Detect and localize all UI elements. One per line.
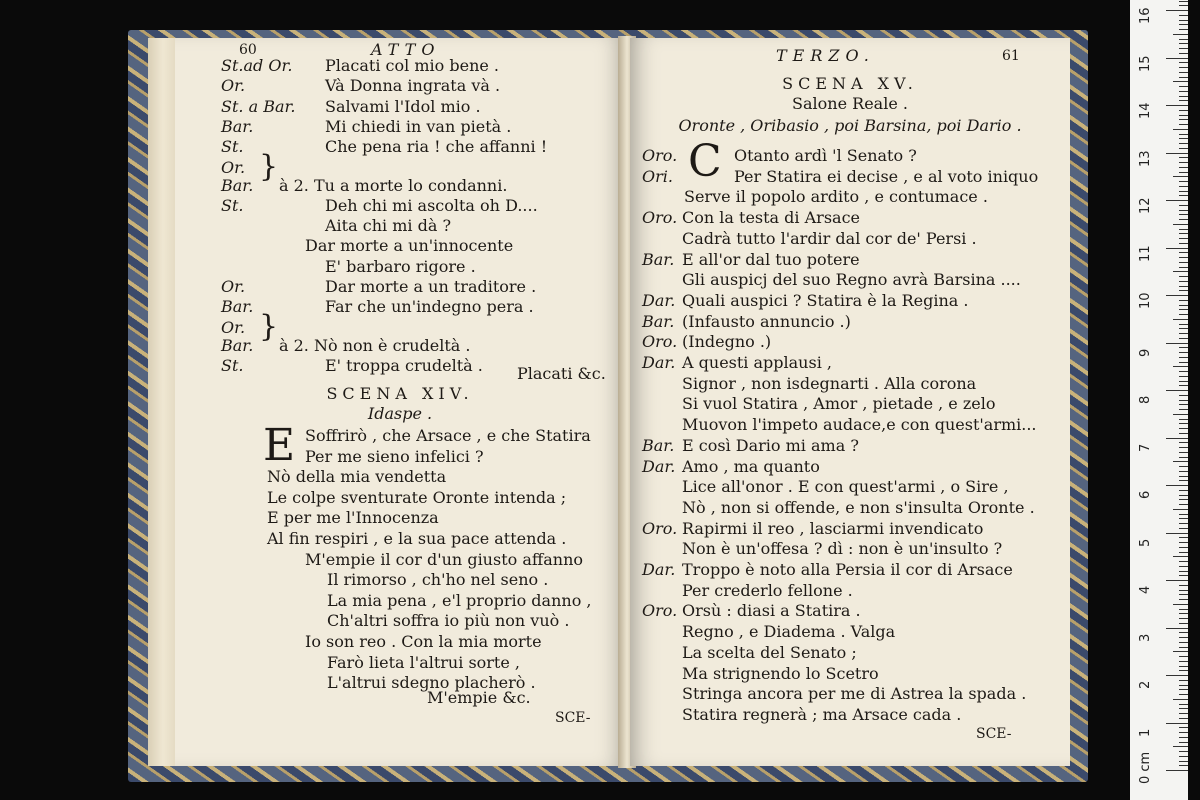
ruler-tick — [1179, 48, 1188, 49]
speaker-label: Oro. — [642, 208, 678, 228]
ruler-tick — [1179, 685, 1188, 686]
ruler-tick — [1179, 347, 1188, 348]
ruler-tick — [1179, 751, 1188, 752]
dialogue-line: Dar morte a un'innocente — [305, 236, 514, 256]
ruler-tick — [1173, 461, 1188, 462]
speaker-label: Oro. — [642, 518, 678, 538]
ruler-tick — [1179, 371, 1188, 372]
ruler-tick — [1179, 704, 1188, 705]
ruler-tick — [1179, 281, 1188, 282]
ruler-tick — [1166, 390, 1188, 391]
ruler-tick — [1179, 276, 1188, 277]
dialogue-line: Quali auspici ? Statira è la Regina . — [682, 290, 969, 310]
dialogue-line: Stringa ancora per me di Astrea la spada . — [682, 684, 1027, 704]
verse-line: Farò lieta l'altrui sorte , — [327, 652, 520, 672]
dialogue-line: à 2. Nò non è crudeltà . — [279, 335, 471, 355]
ruler-tick — [1179, 43, 1188, 44]
verse-line: Nò della mia vendetta — [267, 467, 447, 487]
speaker-label: Dar. — [642, 290, 676, 310]
dialogue-line: Si vuol Statira , Amor , pietade , e zelo — [682, 394, 996, 414]
ruler-tick — [1179, 623, 1188, 624]
dialogue-line: Deh chi mi ascolta oh D.... — [325, 195, 538, 215]
ruler-tick — [1179, 381, 1188, 382]
ruler-tick — [1179, 647, 1188, 648]
speaker-label: St. — [221, 137, 244, 157]
dialogue-line: Lice all'onor . E con quest'armi , o Sire , — [682, 477, 1009, 497]
drop-capital: E — [263, 420, 296, 471]
ruler-tick — [1179, 756, 1188, 757]
dialogue-line: à 2. Tu a morte lo condanni. — [279, 175, 508, 195]
ruler-tick — [1179, 15, 1188, 16]
speaker-label: Dar. — [642, 353, 676, 372]
ruler-tick — [1179, 480, 1188, 481]
speaker-label: Bar. — [221, 175, 254, 195]
ruler-tick — [1179, 395, 1188, 396]
ruler-tick — [1173, 34, 1188, 35]
dialogue-line: A questi applausi , — [682, 353, 832, 372]
ruler-tick — [1179, 67, 1188, 68]
speaker-label: St. — [221, 355, 244, 375]
ruler-tick — [1179, 100, 1188, 101]
ruler-tick — [1179, 666, 1188, 667]
ruler-tick — [1179, 499, 1188, 500]
ruler-tick — [1166, 485, 1188, 486]
ruler-tick — [1179, 423, 1188, 424]
ruler-tick — [1173, 509, 1188, 510]
dialogue-line: Nò , non si offende, e non s'insulta Oronte . — [682, 497, 1035, 517]
dialogue-line: E' troppa crudeltà . — [325, 355, 483, 375]
speaker-label: Or. — [221, 317, 246, 337]
dialogue-line: Signor , non isdegnarti . Alla corona — [682, 373, 977, 393]
dialogue-line: Amo , ma quanto — [682, 456, 820, 476]
ruler-tick — [1179, 761, 1188, 762]
ruler-tick — [1179, 637, 1188, 638]
speaker-label: St.ad Or. — [221, 56, 293, 75]
ruler-tick — [1179, 561, 1188, 562]
ruler-tick — [1179, 233, 1188, 234]
ruler-tick — [1179, 742, 1188, 743]
ruler-tick — [1179, 732, 1188, 733]
ruler-tick — [1179, 214, 1188, 215]
ruler-label: 6 — [1138, 490, 1153, 499]
ruler-tick — [1179, 286, 1188, 287]
verse-line: Al fin respiri , e la sua pace attenda . — [267, 529, 567, 548]
ruler-tick — [1179, 718, 1188, 719]
ruler-tick — [1179, 737, 1188, 738]
dialogue-line: Gli auspicj del suo Regno avrà Barsina .... — [682, 270, 1021, 290]
ruler-label: 3 — [1138, 633, 1153, 642]
ruler-tick — [1179, 191, 1188, 192]
ruler-tick — [1179, 452, 1188, 453]
ruler-tick — [1179, 257, 1188, 258]
ruler-tick — [1179, 333, 1188, 334]
scene-heading: SCENA XV. — [782, 74, 918, 93]
ruler-tick — [1179, 504, 1188, 505]
ruler-tick — [1179, 305, 1188, 306]
ruler-tick — [1179, 290, 1188, 291]
ruler-tick — [1179, 219, 1188, 220]
verse-line: E per me l'Innocenza — [267, 508, 439, 528]
ruler-tick — [1179, 713, 1188, 714]
ruler-tick — [1179, 39, 1188, 40]
dialogue-line: La scelta del Senato ; — [682, 642, 857, 662]
verse-line: Le colpe sventurate Oronte intenda ; — [267, 487, 567, 507]
scene-setting: Salone Reale . — [792, 94, 908, 113]
ruler-tick — [1173, 224, 1188, 225]
measurement-ruler — [1130, 0, 1188, 800]
ruler-tick — [1179, 195, 1188, 196]
ruler-tick — [1179, 590, 1188, 591]
ruler-tick — [1179, 134, 1188, 135]
left-running-head: ATTO — [371, 40, 441, 59]
ruler-label: 12 — [1138, 197, 1153, 214]
ruler-tick — [1179, 490, 1188, 491]
ruler-tick — [1179, 471, 1188, 472]
ruler-tick — [1179, 727, 1188, 728]
ruler-label: 4 — [1138, 585, 1153, 594]
ruler-tick — [1179, 181, 1188, 182]
verse-line: La mia pena , e'l proprio danno , — [327, 590, 592, 610]
speaker-label: Bar. — [642, 435, 675, 455]
dialogue-line: Otanto ardì 'l Senato ? — [734, 146, 917, 165]
dialogue-line: E così Dario mi ama ? — [682, 435, 859, 455]
ruler-label: 15 — [1138, 54, 1153, 72]
ruler-tick — [1179, 20, 1188, 21]
ruler-tick — [1179, 72, 1188, 73]
ruler-tick — [1179, 300, 1188, 301]
cross-reference: Placati &c. — [517, 364, 606, 383]
ruler-tick — [1179, 62, 1188, 63]
ruler-tick — [1166, 580, 1188, 581]
ruler-tick — [1173, 414, 1188, 415]
dialogue-line: Và Donna ingrata và . — [325, 76, 501, 96]
ruler-tick — [1179, 328, 1188, 329]
ruler-tick — [1179, 314, 1188, 315]
ruler-tick — [1179, 138, 1188, 139]
ruler-tick — [1179, 523, 1188, 524]
ruler-tick — [1166, 675, 1188, 676]
ruler-tick — [1179, 229, 1188, 230]
ruler-tick — [1179, 157, 1188, 158]
ruler-tick — [1173, 604, 1188, 605]
right-running-head: TERZO. — [776, 46, 875, 65]
ruler-tick — [1179, 119, 1188, 120]
ruler-tick — [1179, 476, 1188, 477]
ruler-tick — [1179, 708, 1188, 709]
dialogue-line: Cadrà tutto l'ardir dal cor de' Persi . — [682, 228, 977, 248]
dialogue-line: Statira regnerà ; ma Arsace cada . — [682, 704, 962, 724]
ruler-tick — [1179, 148, 1188, 149]
ruler-tick — [1179, 210, 1188, 211]
speaker-label: Or. — [221, 157, 246, 177]
ruler-tick — [1179, 594, 1188, 595]
catchword: SCE- — [555, 710, 591, 726]
dialogue-line: Dar morte a un traditore . — [325, 277, 537, 296]
dialogue-line: (Infausto annuncio .) — [682, 311, 851, 331]
ruler-tick — [1179, 338, 1188, 339]
ruler-tick — [1179, 376, 1188, 377]
ruler-tick — [1179, 24, 1188, 25]
ruler-tick — [1166, 200, 1188, 201]
speaker-label: Or. — [221, 76, 246, 96]
ruler-label: 10 — [1138, 292, 1153, 309]
ruler-tick — [1179, 110, 1188, 111]
ruler-tick — [1166, 105, 1188, 106]
ruler-tick — [1179, 694, 1188, 695]
speaker-label: St. a Bar. — [221, 96, 296, 116]
speaker-label: Bar. — [221, 116, 254, 136]
ruler-tick — [1179, 656, 1188, 657]
ruler-label: 14 — [1138, 102, 1153, 119]
ruler-tick — [1179, 86, 1188, 87]
ruler-tick — [1179, 447, 1188, 448]
ruler-label: 0 cm — [1138, 751, 1153, 784]
ruler-tick — [1179, 466, 1188, 467]
ruler-tick — [1179, 566, 1188, 567]
dialogue-line: Con la testa di Arsace — [682, 208, 860, 228]
dialogue-line: Che pena ria ! che affanni ! — [325, 137, 548, 157]
ruler-tick — [1166, 343, 1188, 344]
brace-mark: } — [259, 308, 279, 344]
speaker-label: Bar. — [221, 297, 254, 317]
dialogue-line: Rapirmi il reo , lasciarmi invendicato — [682, 518, 984, 538]
ruler-tick — [1179, 661, 1188, 662]
dialogue-line: Regno , e Diadema . Valga — [682, 622, 896, 642]
ruler-tick — [1179, 5, 1188, 6]
speaker-label: Dar. — [642, 560, 676, 579]
ruler-tick — [1179, 238, 1188, 239]
ruler-tick — [1179, 495, 1188, 496]
dialogue-line: Non è un'offesa ? dì : non è un'insulto ? — [682, 539, 1003, 559]
dialogue-line: (Indegno .) — [682, 332, 772, 352]
ruler-tick — [1179, 29, 1188, 30]
ruler-tick — [1179, 409, 1188, 410]
ruler-tick — [1179, 357, 1188, 358]
brace-mark: } — [259, 148, 279, 184]
verse-line: Soffrirò , che Arsace , e che Statira — [305, 426, 591, 445]
ruler-label: 5 — [1138, 538, 1153, 547]
dialogue-line: Muovon l'impeto audace,e con quest'armi... — [682, 415, 1037, 435]
ruler-tick — [1179, 205, 1188, 206]
scene-character: Idaspe . — [367, 404, 433, 423]
dialogue-line: Orsù : diasi a Statira . — [682, 601, 861, 621]
speaker-label: Or. — [221, 277, 246, 296]
ruler-tick — [1179, 186, 1188, 187]
speaker-label: Bar. — [642, 249, 675, 269]
ruler-tick — [1179, 243, 1188, 244]
ruler-tick — [1166, 628, 1188, 629]
ruler-tick — [1179, 115, 1188, 116]
dialogue-line: Far che un'indegno pera . — [325, 297, 534, 317]
cross-reference: M'empie &c. — [427, 688, 531, 707]
ruler-tick — [1179, 442, 1188, 443]
ruler-tick — [1179, 167, 1188, 168]
ruler-tick — [1179, 252, 1188, 253]
ruler-tick — [1179, 53, 1188, 54]
ruler-tick — [1179, 385, 1188, 386]
ruler-tick — [1173, 746, 1188, 747]
ruler-tick — [1179, 599, 1188, 600]
ruler-label: 16 — [1138, 7, 1153, 24]
ruler-tick — [1179, 1, 1188, 2]
ruler-tick — [1179, 143, 1188, 144]
dialogue-line: Aita chi mi dà ? — [325, 216, 452, 236]
ruler-tick — [1179, 618, 1188, 619]
ruler-label: 8 — [1138, 395, 1153, 404]
ruler-tick — [1166, 438, 1188, 439]
verse-line: Il rimorso , ch'ho nel seno . — [327, 570, 549, 590]
ruler-tick — [1179, 433, 1188, 434]
ruler-label: 2 — [1138, 680, 1153, 689]
ruler-tick — [1179, 632, 1188, 633]
ruler-tick — [1179, 419, 1188, 420]
ruler-tick — [1179, 162, 1188, 163]
verse-line: Per me sieno infelici ? — [305, 446, 484, 466]
ruler-tick — [1179, 670, 1188, 671]
ruler-tick — [1179, 77, 1188, 78]
ruler-tick — [1179, 267, 1188, 268]
ruler-tick — [1179, 537, 1188, 538]
left-page — [175, 38, 625, 766]
ruler-tick — [1179, 96, 1188, 97]
ruler-tick — [1173, 319, 1188, 320]
verse-line: Io son reo . Con la mia morte — [305, 632, 542, 651]
ruler-tick — [1173, 651, 1188, 652]
ruler-label: 7 — [1138, 443, 1153, 452]
dialogue-line: Placati col mio bene . — [325, 56, 500, 75]
ruler-tick — [1173, 699, 1188, 700]
ruler-tick — [1179, 404, 1188, 405]
ruler-tick — [1173, 129, 1188, 130]
dialogue-line: Ma strignendo lo Scetro — [682, 663, 879, 683]
ruler-tick — [1173, 366, 1188, 367]
dialogue-line: Salvami l'Idol mio . — [325, 96, 481, 116]
left-page-number: 60 — [239, 42, 257, 58]
ruler-tick — [1179, 352, 1188, 353]
ruler-tick — [1166, 723, 1188, 724]
speaker-label: Ori. — [642, 166, 673, 186]
dialogue-line: Per Statira ei decise , e al voto iniquo — [734, 166, 1039, 186]
ruler-label: 13 — [1138, 149, 1153, 167]
ruler-tick — [1179, 542, 1188, 543]
ruler-tick — [1179, 547, 1188, 548]
ruler-tick — [1166, 295, 1188, 296]
ruler-tick — [1173, 271, 1188, 272]
ruler-tick — [1179, 765, 1188, 766]
ruler-tick — [1179, 514, 1188, 515]
ruler-tick — [1166, 10, 1188, 11]
right-page — [630, 38, 1070, 766]
ruler-tick — [1173, 176, 1188, 177]
ruler-tick — [1179, 172, 1188, 173]
ruler-label: 1 — [1138, 728, 1153, 737]
ruler-tick — [1173, 81, 1188, 82]
ruler-tick — [1179, 428, 1188, 429]
dialogue-line: Serve il popolo ardito , e contumace . — [684, 187, 988, 207]
page-edges — [148, 38, 178, 766]
ruler-label: 9 — [1138, 348, 1153, 357]
scene-heading: SCENA XIV. — [326, 384, 474, 403]
ruler-tick — [1179, 642, 1188, 643]
ruler-tick — [1179, 262, 1188, 263]
ruler-tick — [1179, 124, 1188, 125]
ruler-tick — [1179, 571, 1188, 572]
ruler-tick — [1166, 153, 1188, 154]
speaker-label: Bar. — [221, 335, 254, 355]
ruler-tick — [1166, 58, 1188, 59]
ruler-tick — [1179, 91, 1188, 92]
ruler-tick — [1179, 585, 1188, 586]
ruler-label: 11 — [1138, 244, 1153, 262]
right-page-number: 61 — [1002, 48, 1020, 64]
ruler-tick — [1179, 613, 1188, 614]
speaker-label: Bar. — [642, 311, 675, 331]
ruler-tick — [1179, 609, 1188, 610]
ruler-tick — [1179, 309, 1188, 310]
dialogue-line: Per crederlo fellone . — [682, 580, 853, 600]
ruler-tick — [1166, 533, 1188, 534]
scene-characters: Oronte , Oribasio , poi Barsina, poi Dario . — [678, 116, 1022, 135]
speaker-label: Oro. — [642, 601, 678, 621]
verse-line: M'empie il cor d'un giusto affanno — [305, 549, 584, 569]
verse-line: L'altrui sdegno placherò . — [327, 673, 536, 693]
ruler-tick — [1173, 556, 1188, 557]
speaker-label: Dar. — [642, 456, 676, 476]
speaker-label: St. — [221, 195, 244, 215]
speaker-label: Oro. — [642, 146, 678, 165]
ruler-tick — [1179, 400, 1188, 401]
ruler-tick — [1166, 248, 1188, 249]
ruler-tick — [1179, 362, 1188, 363]
ruler-tick — [1179, 680, 1188, 681]
verse-line: Ch'altri soffra io più non vuò . — [327, 611, 570, 631]
ruler-tick — [1179, 457, 1188, 458]
ruler-tick — [1179, 552, 1188, 553]
dialogue-line: Mi chiedi in van pietà . — [325, 116, 512, 136]
ruler-tick — [1179, 689, 1188, 690]
drop-capital: C — [688, 136, 722, 187]
ruler-tick — [1179, 518, 1188, 519]
dialogue-line: E' barbaro rigore . — [325, 256, 476, 276]
dialogue-line: E all'or dal tuo potere — [682, 249, 860, 269]
ruler-tick — [1179, 528, 1188, 529]
ruler-tick — [1179, 324, 1188, 325]
dialogue-line: Troppo è noto alla Persia il cor di Arsace — [682, 560, 1013, 579]
catchword: SCE- — [976, 726, 1012, 742]
ruler-tick — [1179, 575, 1188, 576]
ruler-tick — [1166, 770, 1188, 771]
speaker-label: Oro. — [642, 332, 678, 352]
